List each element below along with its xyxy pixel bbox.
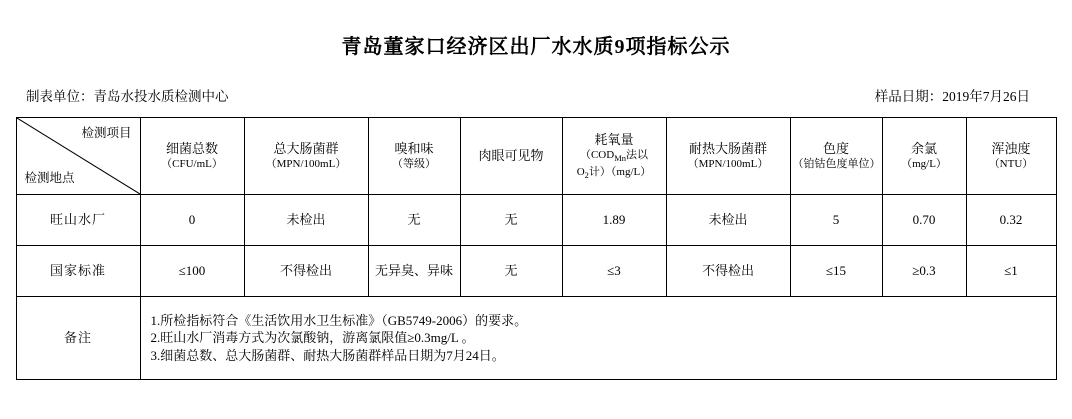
table-row (16, 246, 1056, 297)
column-header-turbidity: 浑浊度 （NTU） (966, 118, 1056, 195)
table-row (16, 195, 1056, 246)
cell-std-odor-taste: 无异臭、异味 (368, 246, 460, 297)
page-title: 青岛董家口经济区出厂水水质9项指标公示 (341, 36, 731, 58)
cell-plant-bacteria-total: 0 (140, 195, 244, 246)
row-label-plant: 旺山水厂 (16, 195, 140, 246)
cell-plant-oxygen-consumption: 1.89 (562, 195, 666, 246)
row-label-national-standard: 国家标准 (16, 246, 140, 297)
cell-plant-total-coliform: 未检出 (244, 195, 368, 246)
cell-plant-chroma: 5 (790, 195, 882, 246)
note-line-2: 2.旺山水厂消毒方式为次氯酸钠，游离氯限值≥0.3mg/L 。 (150, 330, 475, 346)
cell-std-bacteria-total: ≤100 (140, 246, 244, 297)
cell-plant-odor-taste: 无 (368, 195, 460, 246)
cell-std-turbidity: ≤1 (966, 246, 1056, 297)
notes-content (140, 297, 1056, 380)
column-header-total-coliform: 总大肠菌群 （MPN/100mL） (244, 118, 368, 195)
cell-plant-residual-chlorine: 0.70 (882, 195, 966, 246)
column-header-chroma: 色度 （铂钴色度单位） (790, 118, 882, 195)
note-line-1: 1.所检指标符合《生活饮用水卫生标准》（GB5749-2006）的要求。 (150, 312, 528, 328)
notes-row (16, 297, 1056, 380)
corner-bottom-label: 检测地点 (24, 171, 75, 186)
cell-std-visible-matter: 无 (460, 246, 562, 297)
cell-std-chroma: ≤15 (790, 246, 882, 297)
column-header-residual-chlorine: 余氯 （mg/L） (882, 118, 966, 195)
meta-row (0, 59, 1072, 105)
oxygen-consumption-unit: （$COD_{Mn}$法以 $O_2$计）（mg/L） (576, 149, 652, 180)
note-line-3: 3.细菌总数、总大肠菌群、耐热大肠菌群样品日期为7月24日。 (150, 347, 505, 363)
column-header-bacteria-total: 细菌总数 （CFU/mL） (140, 118, 244, 195)
cell-std-residual-chlorine: ≥0.3 (882, 246, 966, 297)
column-header-thermotolerant-coliform: 耐热大肠菌群 （MPN/100mL） (666, 118, 790, 195)
cell-std-total-coliform: 不得检出 (244, 246, 368, 297)
notes-label: 备注 (16, 297, 140, 380)
sample-date-label: 样品日期：2019年7月26日 (874, 89, 1030, 104)
corner-cell (16, 118, 140, 195)
cell-std-thermotolerant-coliform: 不得检出 (666, 246, 790, 297)
corner-top-label: 检测项目 (81, 126, 132, 140)
table-header-row (16, 118, 1056, 195)
cell-plant-visible-matter: 无 (460, 195, 562, 246)
cell-std-oxygen-consumption: ≤3 (562, 246, 666, 297)
water-quality-table (16, 117, 1057, 380)
cell-plant-thermotolerant-coliform: 未检出 (666, 195, 790, 246)
column-header-oxygen-consumption: 耗氧量 （$COD_{Mn}$法以 $O_2$计）（mg/L） (562, 118, 666, 195)
cell-plant-turbidity: 0.32 (966, 195, 1056, 246)
column-header-odor-taste: 嗅和味 （等级） (368, 118, 460, 195)
maker-label: 制表单位：青岛水投水质检测中心 (26, 89, 229, 104)
column-header-visible-matter: 肉眼可见物 (460, 118, 562, 195)
